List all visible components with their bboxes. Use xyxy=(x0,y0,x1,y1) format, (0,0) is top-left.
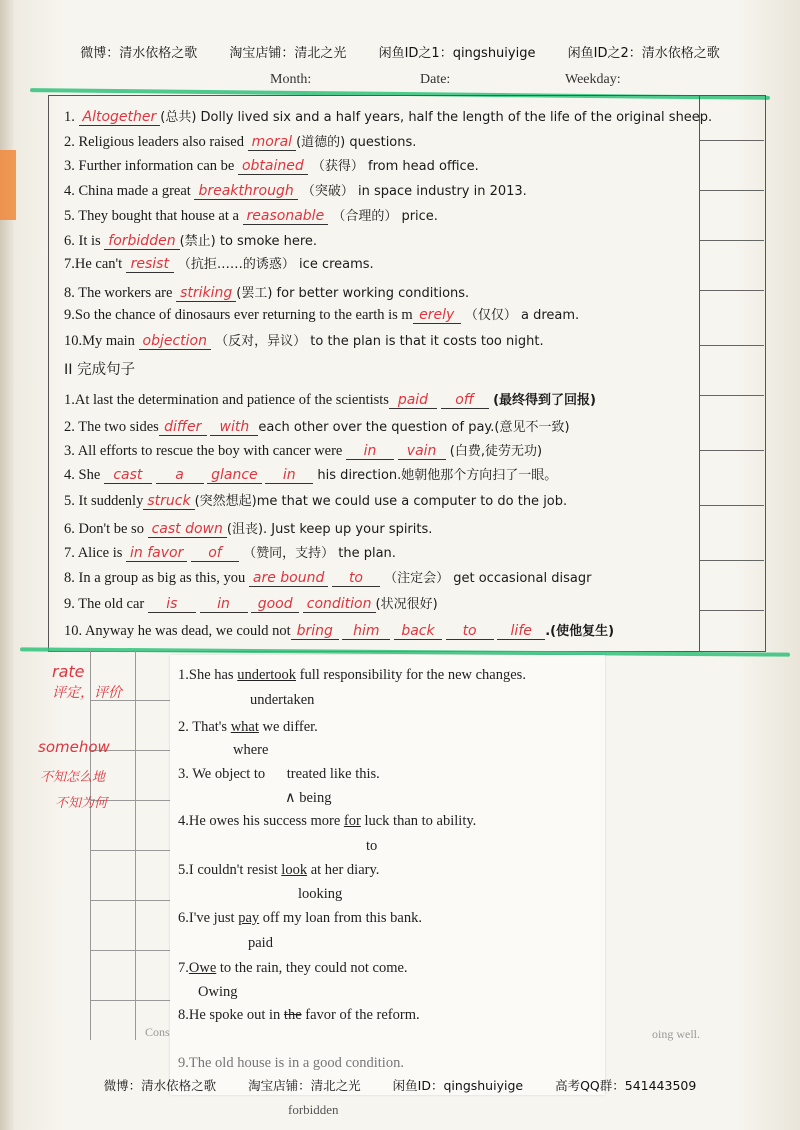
answer-blank[interactable]: vain xyxy=(398,443,446,460)
sentence-item-7: 7. Alice is in favor of （赞同，支持） the plan. xyxy=(64,545,396,561)
answer-blank[interactable]: bring xyxy=(291,623,339,640)
answer-blank[interactable]: are bound xyxy=(249,570,328,587)
note-rate: rate xyxy=(52,662,85,681)
answer-blank[interactable]: is xyxy=(148,596,196,613)
sentence-item-10: 10. Anyway he was dead, we could not bring him back to life .(使他复生) xyxy=(64,623,615,639)
answer-blank[interactable]: to xyxy=(446,623,494,640)
vocab-item-4: 4. China made a great breakthrough （突破） in space industry in 2013. xyxy=(64,183,527,199)
header-xianyu1: 闲鱼ID之1：qingshuiyige xyxy=(378,46,536,61)
answer-blank[interactable]: of xyxy=(191,545,239,562)
side-rule xyxy=(700,290,764,291)
section-title-complete-sentences: II 完成句子 xyxy=(64,362,136,378)
note-somehow: somehow xyxy=(38,738,110,756)
footer-weibo: 微博：清水依格之歌 xyxy=(103,1078,217,1093)
grid-line xyxy=(90,900,180,901)
correction-line-8: 8.He spoke out in the favor of the reform. xyxy=(178,1007,420,1023)
answer-blank[interactable]: to xyxy=(332,570,380,587)
vocab-item-3: 3. Further information can be obtained （获得） from head office. xyxy=(64,158,479,174)
correction-fix-7: Owing xyxy=(198,984,238,1000)
correction-line-6: 6.I've just pay off my loan from this bank. xyxy=(178,910,422,926)
note-somehow-cn1: 不知怎么地 xyxy=(40,770,106,785)
correction-fix-3: ∧ being xyxy=(285,790,332,806)
faint-text-going: oing well. xyxy=(652,1027,700,1041)
correction-line-7: 7.Owe to the rain, they could not come. xyxy=(178,960,408,976)
header-taobao: 淘宝店铺：清北之光 xyxy=(229,46,347,61)
correction-fix-4: to xyxy=(366,838,378,854)
month-label: Month: xyxy=(270,72,312,87)
answer-blank[interactable]: in xyxy=(200,596,248,613)
weekday-label: Weekday: xyxy=(565,72,621,87)
answer-blank[interactable]: objection xyxy=(139,333,211,350)
answer-blank[interactable]: off xyxy=(441,392,489,409)
sentence-item-8: 8. In a group as big as this, you are bound to （注定会） get occasional disagr xyxy=(64,570,592,586)
grid-line xyxy=(90,1000,180,1001)
grid-line xyxy=(90,950,180,951)
answer-blank[interactable]: life xyxy=(497,623,545,640)
answer-blank[interactable]: back xyxy=(394,623,442,640)
correction-fix-10: forbidden xyxy=(288,1102,339,1117)
side-rule xyxy=(700,140,764,141)
vocab-item-2: 2. Religious leaders also raised moral (道德的) questions. xyxy=(64,134,417,150)
vocab-item-6: 6. It is forbidden (禁止) to smoke here. xyxy=(64,233,318,249)
header-weibo: 微博：清水依格之歌 xyxy=(80,46,198,61)
answer-blank[interactable]: Altogether xyxy=(79,109,161,126)
header-xianyu2: 闲鱼ID之2：清水依格之歌 xyxy=(567,46,720,61)
sentence-item-9: 9. The old car is in good condition (状况很好) xyxy=(64,596,438,612)
sentence-item-4: 4. She cast a glance in his direction.她朝他那个方向扫了一眼。 xyxy=(64,467,558,483)
grid-line xyxy=(135,650,136,1040)
answer-blank[interactable]: striking xyxy=(176,285,236,302)
grid-line xyxy=(90,850,180,851)
answer-blank[interactable]: resist xyxy=(126,256,174,273)
footer-qq: 高考QQ群：541443509 xyxy=(555,1078,697,1093)
answer-blank[interactable]: him xyxy=(342,623,390,640)
sentence-item-6: 6. Don't be so cast down (沮丧). Just keep up your spirits. xyxy=(64,521,433,537)
sentence-item-1: 1.At last the determination and patience of the scientists paid off (最终得到了回报) xyxy=(64,392,596,408)
answer-blank[interactable]: in xyxy=(346,443,394,460)
vocab-item-9: 9.So the chance of dinosaurs ever returning to the earth is m erely （仅仅） a dream. xyxy=(64,307,580,323)
correction-line-2: 2. That's what we differ. xyxy=(178,719,318,735)
answer-blank[interactable]: glance xyxy=(207,467,262,484)
answer-blank[interactable]: good xyxy=(251,596,299,613)
correction-fix-5: looking xyxy=(298,886,343,902)
footer-taobao: 淘宝店铺：清北之光 xyxy=(248,1078,361,1093)
answer-blank[interactable]: obtained xyxy=(238,158,308,175)
date-label: Date: xyxy=(420,72,451,87)
vocab-item-7: 7.He can't resist （抗拒……的诱惑） ice creams. xyxy=(64,256,374,272)
answer-blank[interactable]: reasonable xyxy=(243,208,329,225)
side-rule xyxy=(700,610,764,611)
grid-line xyxy=(90,650,91,1040)
answer-blank[interactable]: paid xyxy=(389,392,437,409)
answer-blank[interactable]: with xyxy=(210,419,258,436)
correction-fix-6: paid xyxy=(248,935,273,951)
footer-xianyu: 闲鱼ID：qingshuiyige xyxy=(392,1078,524,1093)
faint-text-cons: Cons xyxy=(145,1025,170,1039)
side-rule xyxy=(700,395,764,396)
vocab-item-8: 8. The workers are striking (罢工) for better working conditions. xyxy=(64,285,470,301)
answer-blank[interactable]: in xyxy=(265,467,313,484)
correction-line-1: 1.She has undertook full responsibility for the new changes. xyxy=(178,667,526,683)
vocab-item-5: 5. They bought that house at a reasonable （合理的） price. xyxy=(64,208,438,224)
footer-line xyxy=(0,1076,800,1094)
correction-line-3: 3. We object to treated like this. xyxy=(178,766,380,782)
answer-blank[interactable]: moral xyxy=(248,134,296,151)
correction-fix-2: where xyxy=(233,742,269,758)
header-line xyxy=(0,42,800,61)
answer-blank[interactable]: a xyxy=(156,467,204,484)
answer-blank[interactable]: cast down xyxy=(148,521,227,538)
side-rule xyxy=(700,190,764,191)
answer-blank[interactable]: differ xyxy=(159,419,207,436)
side-rule xyxy=(700,450,764,451)
answer-blank[interactable]: condition xyxy=(303,596,376,613)
sentence-item-5: 5. It suddenly struck (突然想起)me that we could use a computer to do the job. xyxy=(64,493,568,509)
side-rule xyxy=(700,345,764,346)
orange-tab xyxy=(0,150,16,220)
side-rule xyxy=(700,560,764,561)
note-somehow-cn2: 不知为何 xyxy=(55,796,108,811)
sentence-item-2: 2. The two sides differ with each other over the question of pay.(意见不一致) xyxy=(64,419,570,435)
answer-blank[interactable]: forbidden xyxy=(104,233,179,250)
vocab-item-10: 10.My main objection （反对，异议） to the plan is that it costs too night. xyxy=(64,333,544,349)
answer-blank[interactable]: struck xyxy=(143,493,194,510)
answer-blank[interactable]: breakthrough xyxy=(194,183,297,200)
answer-blank[interactable]: cast xyxy=(104,467,152,484)
correction-fix-1: undertaken xyxy=(250,692,315,708)
correction-line-9: 9.The old house is in a good condition. xyxy=(178,1055,404,1071)
answer-blank[interactable]: erely xyxy=(413,307,461,324)
side-rule xyxy=(700,240,764,241)
answer-blank[interactable]: in favor xyxy=(126,545,187,562)
correction-line-4: 4.He owes his success more for luck than to ability. xyxy=(178,813,477,829)
side-rule xyxy=(700,505,764,506)
answer-column-divider xyxy=(699,96,700,651)
note-rate-cn: 评定，评价 xyxy=(52,685,122,701)
sentence-item-3: 3. All efforts to rescue the boy with cancer were in vain (白费,徒劳无功) xyxy=(64,443,543,459)
vocab-item-1: 1. Altogether (总共) Dolly lived six and a half years, half the length of the life of the original sheep. xyxy=(64,109,713,125)
correction-line-5: 5.I couldn't resist look at her diary. xyxy=(178,862,380,878)
